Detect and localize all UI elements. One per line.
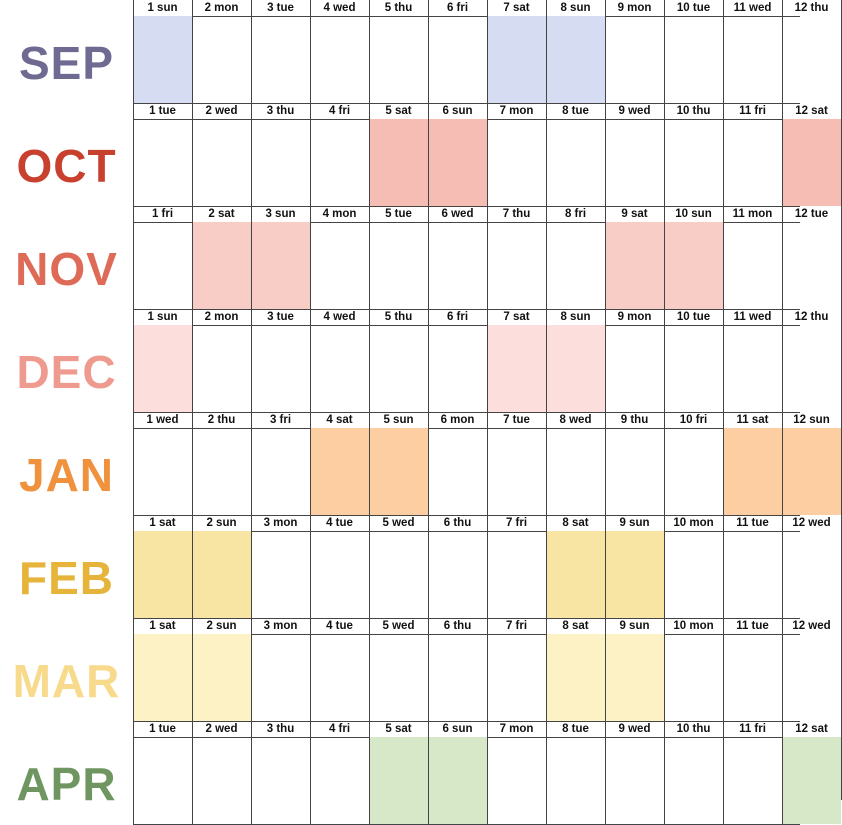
day-cell[interactable] [723, 16, 782, 103]
day-header: 7 thu [502, 208, 531, 220]
day-header: 4 mon [322, 208, 357, 220]
day-cell[interactable] [428, 428, 487, 515]
day-header: 9 thu [620, 414, 649, 426]
day-cell[interactable] [782, 634, 841, 721]
day-cell[interactable] [546, 428, 605, 515]
day-cell[interactable] [723, 119, 782, 206]
day-header: 2 sat [208, 208, 235, 220]
day-cell[interactable] [192, 634, 251, 721]
day-header: 10 mon [673, 620, 714, 632]
day-cell[interactable] [251, 634, 310, 721]
day-cell[interactable] [782, 531, 841, 618]
day-header: 4 wed [323, 2, 356, 14]
day-header: 4 tue [326, 620, 353, 632]
day-header: 4 tue [326, 517, 353, 529]
day-header: 5 wed [382, 620, 415, 632]
day-cell[interactable] [782, 325, 841, 412]
day-cell[interactable] [310, 428, 369, 515]
day-cell[interactable] [310, 531, 369, 618]
day-header: 5 sun [383, 414, 414, 426]
day-cell[interactable] [546, 119, 605, 206]
day-header: 9 sun [619, 620, 650, 632]
day-cell[interactable] [664, 222, 723, 309]
day-header: 6 fri [446, 2, 469, 14]
day-cell[interactable] [251, 325, 310, 412]
day-header: 10 fri [679, 414, 708, 426]
day-header: 9 wed [618, 723, 651, 735]
day-cell[interactable] [133, 119, 192, 206]
day-header: 12 sat [795, 723, 828, 735]
day-header: 3 fri [269, 414, 292, 426]
column-divider [782, 0, 783, 800]
day-cell[interactable] [664, 119, 723, 206]
day-cell[interactable] [192, 119, 251, 206]
month-label-jan: JAN [18, 449, 115, 501]
day-header: 6 fri [446, 311, 469, 323]
day-header: 1 sat [149, 620, 176, 632]
day-header: 9 wed [618, 105, 651, 117]
day-header: 1 sun [147, 311, 178, 323]
day-cell[interactable] [133, 222, 192, 309]
day-header: 1 tue [149, 723, 176, 735]
day-header: 4 fri [328, 105, 351, 117]
day-cell[interactable] [310, 119, 369, 206]
month-label-nov: NOV [15, 243, 118, 295]
day-cell[interactable] [133, 737, 192, 824]
day-header: 2 mon [204, 2, 239, 14]
day-header: 1 sat [149, 517, 176, 529]
day-cell[interactable] [487, 428, 546, 515]
day-cell[interactable] [605, 737, 664, 824]
day-cell[interactable] [133, 16, 192, 103]
day-header: 6 wed [441, 208, 474, 220]
day-cell[interactable] [133, 428, 192, 515]
day-header: 7 mon [499, 723, 534, 735]
day-cell[interactable] [546, 325, 605, 412]
day-cell[interactable] [310, 222, 369, 309]
day-cell[interactable] [428, 325, 487, 412]
day-cell[interactable] [369, 222, 428, 309]
day-header: 3 thu [266, 105, 295, 117]
day-cell[interactable] [487, 222, 546, 309]
day-cell[interactable] [369, 119, 428, 206]
day-header: 3 tue [267, 311, 294, 323]
column-divider [369, 0, 370, 800]
day-cell[interactable] [782, 119, 841, 206]
day-header: 5 thu [384, 311, 413, 323]
day-cell[interactable] [192, 16, 251, 103]
day-header: 2 thu [207, 414, 236, 426]
day-header: 7 fri [505, 517, 528, 529]
day-header: 11 fri [739, 105, 766, 117]
day-cell[interactable] [487, 119, 546, 206]
day-cell[interactable] [664, 16, 723, 103]
day-header: 10 mon [673, 517, 714, 529]
day-cell[interactable] [251, 428, 310, 515]
day-header: 6 thu [443, 620, 472, 632]
day-cell[interactable] [664, 428, 723, 515]
day-header: 12 sat [795, 105, 828, 117]
day-header: 5 sat [385, 105, 412, 117]
day-header: 8 sun [560, 2, 591, 14]
day-header: 7 fri [505, 620, 528, 632]
day-cell[interactable] [310, 16, 369, 103]
column-divider [605, 0, 606, 800]
day-cell[interactable] [192, 737, 251, 824]
day-cell[interactable] [251, 16, 310, 103]
day-cell[interactable] [605, 634, 664, 721]
day-header: 1 sun [147, 2, 178, 14]
day-header: 8 fri [564, 208, 587, 220]
column-divider [664, 0, 665, 800]
day-cell[interactable] [428, 531, 487, 618]
day-cell[interactable] [605, 222, 664, 309]
day-header: 6 sun [442, 105, 473, 117]
day-cell[interactable] [251, 737, 310, 824]
day-header: 10 tue [676, 2, 711, 14]
day-cell[interactable] [723, 737, 782, 824]
month-label-apr: APR [16, 758, 117, 810]
column-divider [546, 0, 547, 800]
day-cell[interactable] [723, 325, 782, 412]
day-header: 3 mon [263, 620, 298, 632]
day-cell[interactable] [723, 428, 782, 515]
day-cell[interactable] [428, 634, 487, 721]
day-cell[interactable] [605, 119, 664, 206]
day-cell[interactable] [487, 325, 546, 412]
day-header: 2 wed [205, 723, 238, 735]
day-header: 10 tue [676, 311, 711, 323]
day-header: 10 sun [675, 208, 712, 220]
day-header: 6 mon [440, 414, 475, 426]
day-cell[interactable] [664, 737, 723, 824]
day-header: 11 wed [733, 2, 772, 14]
day-cell[interactable] [192, 222, 251, 309]
day-header: 2 sun [206, 620, 237, 632]
day-cell[interactable] [369, 634, 428, 721]
column-divider [251, 0, 252, 800]
day-cell[interactable] [546, 222, 605, 309]
day-header: 3 thu [266, 723, 295, 735]
day-cell[interactable] [369, 737, 428, 824]
day-cell[interactable] [664, 325, 723, 412]
day-cell[interactable] [310, 325, 369, 412]
day-cell[interactable] [782, 428, 841, 515]
day-header: 2 wed [205, 105, 238, 117]
month-label-dec: DEC [16, 346, 117, 398]
day-header: 6 sun [442, 723, 473, 735]
day-cell[interactable] [546, 737, 605, 824]
day-header: 7 sat [503, 2, 530, 14]
column-divider [133, 0, 134, 800]
day-cell[interactable] [369, 325, 428, 412]
day-cell[interactable] [428, 119, 487, 206]
day-header: 2 mon [204, 311, 239, 323]
day-header: 11 wed [733, 311, 772, 323]
day-cell[interactable] [310, 737, 369, 824]
day-cell[interactable] [369, 16, 428, 103]
day-cell[interactable] [487, 16, 546, 103]
day-cell[interactable] [605, 428, 664, 515]
day-header: 11 tue [736, 517, 769, 529]
day-cell[interactable] [251, 222, 310, 309]
day-cell[interactable] [782, 222, 841, 309]
day-header: 4 fri [328, 723, 351, 735]
day-cell[interactable] [664, 634, 723, 721]
day-header: 5 tue [385, 208, 412, 220]
day-header: 8 wed [559, 414, 592, 426]
day-cell[interactable] [310, 634, 369, 721]
day-cell[interactable] [192, 531, 251, 618]
day-header: 5 sat [385, 723, 412, 735]
day-cell[interactable] [251, 531, 310, 618]
day-cell[interactable] [723, 634, 782, 721]
column-divider [428, 0, 429, 800]
day-header: 5 wed [382, 517, 415, 529]
day-header: 3 sun [265, 208, 296, 220]
day-cell[interactable] [782, 16, 841, 103]
day-cell[interactable] [428, 16, 487, 103]
day-cell[interactable] [428, 222, 487, 309]
day-header: 10 thu [676, 105, 711, 117]
day-cell[interactable] [192, 428, 251, 515]
day-header: 10 thu [676, 723, 711, 735]
day-header: 8 tue [562, 105, 589, 117]
day-header: 1 tue [149, 105, 176, 117]
day-header: 9 mon [617, 2, 652, 14]
month-label-sep: SEP [18, 37, 115, 89]
day-cell[interactable] [133, 634, 192, 721]
day-header: 1 fri [151, 208, 174, 220]
day-header: 12 tue [794, 208, 829, 220]
day-cell[interactable] [251, 119, 310, 206]
day-header: 9 mon [617, 311, 652, 323]
day-cell[interactable] [133, 531, 192, 618]
column-divider [723, 0, 724, 800]
day-header: 9 sat [621, 208, 648, 220]
day-header: 8 sat [562, 620, 589, 632]
day-cell[interactable] [664, 531, 723, 618]
column-divider [310, 0, 311, 800]
day-header: 11 mon [732, 208, 773, 220]
day-cell[interactable] [369, 428, 428, 515]
day-header: 8 tue [562, 723, 589, 735]
day-cell[interactable] [782, 737, 841, 824]
day-header: 12 thu [794, 311, 829, 323]
day-cell[interactable] [192, 325, 251, 412]
day-cell[interactable] [487, 531, 546, 618]
day-header: 8 sun [560, 311, 591, 323]
day-header: 11 tue [736, 620, 769, 632]
day-header: 1 wed [146, 414, 179, 426]
column-divider [487, 0, 488, 800]
day-header: 4 wed [323, 311, 356, 323]
day-cell[interactable] [723, 222, 782, 309]
day-cell[interactable] [605, 325, 664, 412]
day-header: 11 sat [736, 414, 769, 426]
column-divider [192, 0, 193, 800]
month-label-oct: OCT [16, 140, 117, 192]
day-header: 5 thu [384, 2, 413, 14]
day-cell[interactable] [487, 737, 546, 824]
day-header: 3 mon [263, 517, 298, 529]
day-header: 12 sun [793, 414, 830, 426]
day-header: 12 wed [792, 620, 831, 632]
day-header: 3 tue [267, 2, 294, 14]
day-header: 6 thu [443, 517, 472, 529]
day-header: 9 sun [619, 517, 650, 529]
day-cell[interactable] [605, 16, 664, 103]
day-cell[interactable] [546, 16, 605, 103]
day-header: 12 wed [792, 517, 831, 529]
day-header: 7 mon [499, 105, 534, 117]
day-cell[interactable] [369, 531, 428, 618]
day-header: 12 thu [794, 2, 829, 14]
day-cell[interactable] [605, 531, 664, 618]
day-header: 11 fri [739, 723, 766, 735]
day-header: 4 sat [326, 414, 353, 426]
month-label-mar: MAR [12, 655, 121, 707]
day-cell[interactable] [428, 737, 487, 824]
day-cell[interactable] [546, 634, 605, 721]
day-cell[interactable] [487, 634, 546, 721]
month-label-feb: FEB [19, 552, 114, 604]
day-cell[interactable] [723, 531, 782, 618]
day-header: 8 sat [562, 517, 589, 529]
day-header: 2 sun [206, 517, 237, 529]
day-header: 7 tue [503, 414, 530, 426]
day-cell[interactable] [133, 325, 192, 412]
day-header: 7 sat [503, 311, 530, 323]
day-cell[interactable] [546, 531, 605, 618]
